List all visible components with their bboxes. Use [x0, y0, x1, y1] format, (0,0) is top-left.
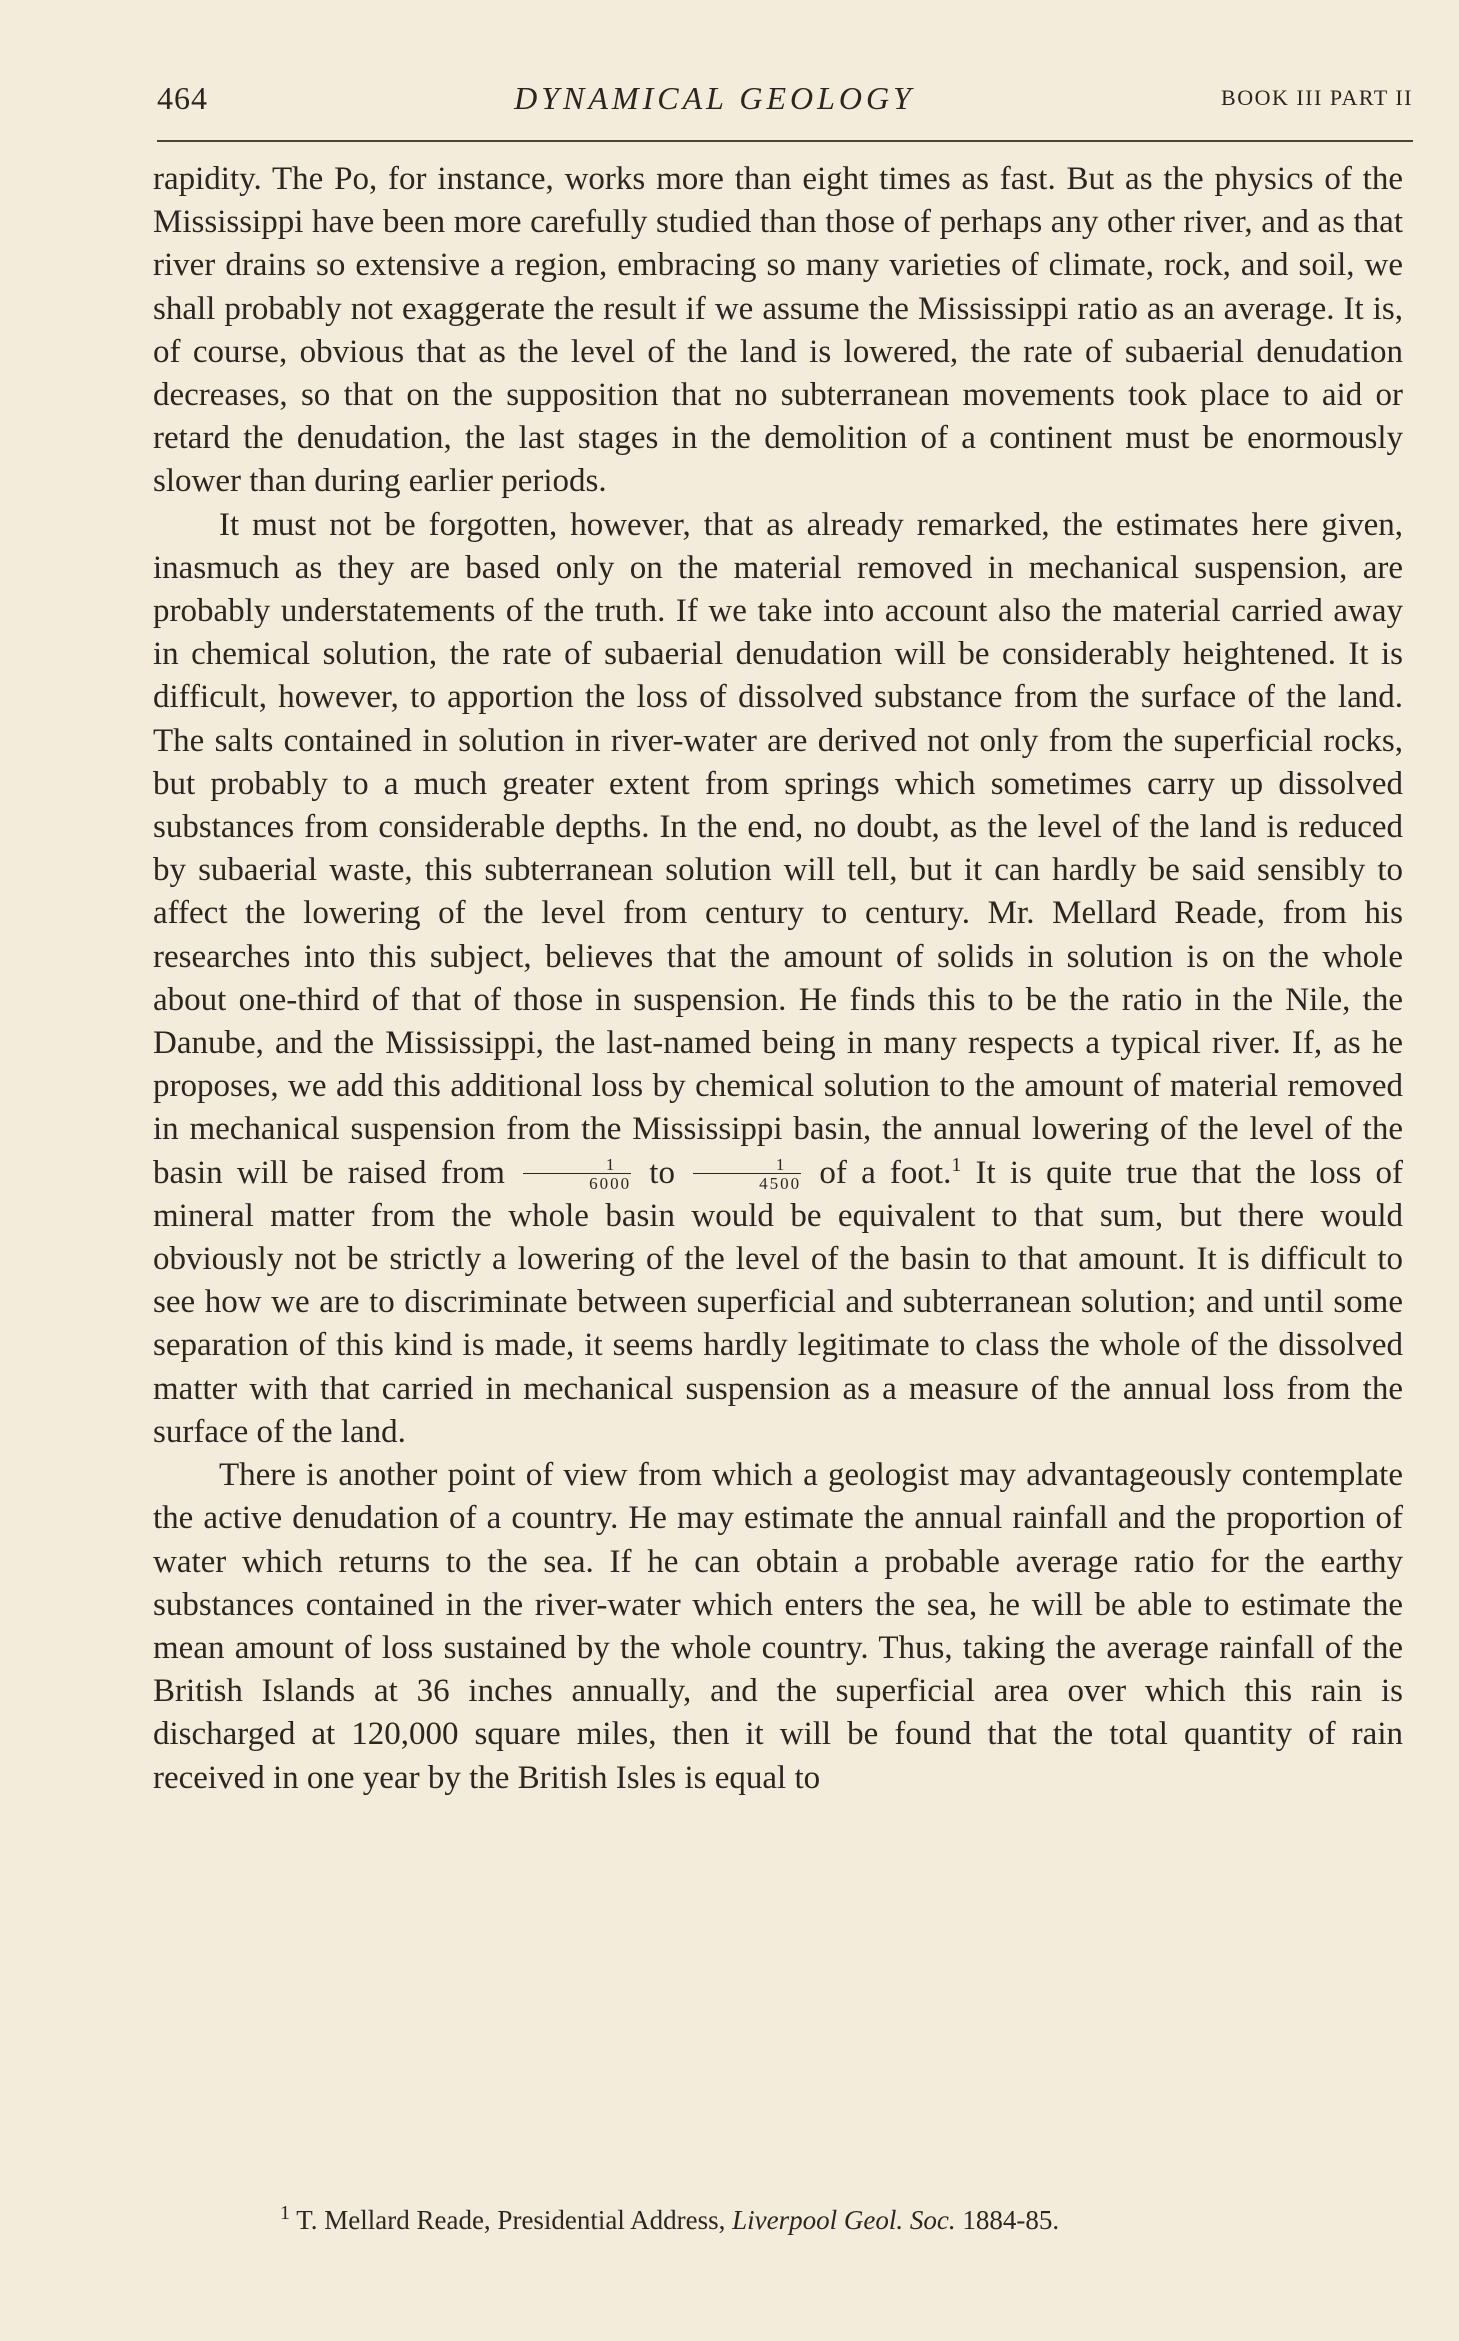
fraction-unit: of a foot. — [819, 1154, 952, 1191]
fraction-one-forty-five-hundredth — [693, 1156, 801, 1192]
paragraph-2 — [153, 504, 1403, 1454]
footnote-reference[interactable]: 1 — [951, 1153, 962, 1176]
footnote-marker: 1 — [280, 2202, 290, 2224]
body-text — [153, 158, 1403, 1800]
fraction-denominator: 6000 — [523, 1173, 631, 1192]
paragraph-2-start: It must not be forgotten, however, that as already remarked, the estimates here given, inasmuch as they are based only on the material removed in mechanical suspension, are probably understatements of the truth. If we take into account also the material carried away in chemical solution, the rate of subaerial denudation will be considerably heightened. It is difficult, however, to apportion the loss of dissolved substance from the surface of the land. The salts contained in solution in river-water are derived not only from the superficial rocks, but probably to a much greater extent from springs which sometimes carry up dissolved substances from considerable depths. In the end, no doubt, as the level of the land is reduced by subaerial waste, this subterranean solution will tell, but it can hardly be said sensibly to affect the lowering of the level from century to century. Mr. Mellard Reade, from his researches into this subject, believes that the amount of solids in solution is on the whole about one-third of that of those in suspension. He finds this to be the ratio in the Nile, the Danube, and the Mississippi, the last-named being in many respects a typical river. If, as he proposes, we add this additional loss by chemical solution to the amount of material removed in mechanical suspension from the Mississippi basin, the annual lowering of the level of the basin will be raised from — [153, 506, 1403, 1191]
fraction-numerator: 1 — [775, 1154, 785, 1174]
fraction-numerator: 1 — [605, 1154, 615, 1174]
header-rule — [157, 140, 1413, 142]
running-title: DYNAMICAL GEOLOGY — [514, 79, 915, 116]
page-header — [157, 72, 1413, 124]
footnote-year: 1884-85. — [962, 2205, 1060, 2235]
paragraph-3: There is another point of view from which a geologist may advantageously contemplate the active denudation of a country. He may estimate the annual rainfall and the proportion of water which returns to the sea. If he can obtain a probable average ratio for the earthy substances contained in the river-water which enters the sea, he will be able to estimate the mean amount of loss sustained by the whole country. Thus, taking the average rainfall of the British Islands at 36 inches annually, and the superficial area over which this rain is discharged at 120,000 square miles, then it will be found that the total quantity of rain received in one year by the British Isles is equal to — [153, 1457, 1403, 1796]
paragraph-2-end: It is quite true that the loss of mineral matter from the whole basin would be equivalent to that sum, but there would obviously not be strictly a lowering of the level of the basin to that amount. It is difficult to see how we are to discriminate between superficial and subterranean solution; and until some separation of this kind is made, it seems hardly legitimate to class the whole of the dissolved matter with that carried in mechanical suspension as a measure of the annual loss from the surface of the land. — [153, 1154, 1404, 1450]
paragraph-1: rapidity. The Po, for instance, works more than eight times as fast. But as the physics of the Mississippi have been more carefully studied than those of perhaps any other river, and as that river drains so extensive a region, embracing so many varieties of climate, rock, and soil, we shall probably not exaggerate the result if we assume the Mississippi ratio as an average. It is, of course, obvious that as the level of the land is lowered, the rate of subaerial denudation decreases, so that on the supposition that no subterranean movements took place to aid or retard the denudation, the last stages in the demolition of a continent must be enormously slower than during earlier periods. — [153, 161, 1403, 500]
footnote-source: Liverpool Geol. Soc. — [732, 2205, 956, 2235]
page-number: 464 — [157, 79, 208, 116]
footnote — [280, 2203, 1380, 2237]
fraction-connector: to — [649, 1154, 675, 1191]
footnote-text: T. Mellard Reade, Presidential Address, — [296, 2205, 726, 2235]
book-reference: BOOK III PART II — [1221, 85, 1413, 110]
fraction-denominator: 4500 — [693, 1173, 801, 1192]
fraction-one-six-thousandth — [523, 1156, 631, 1192]
